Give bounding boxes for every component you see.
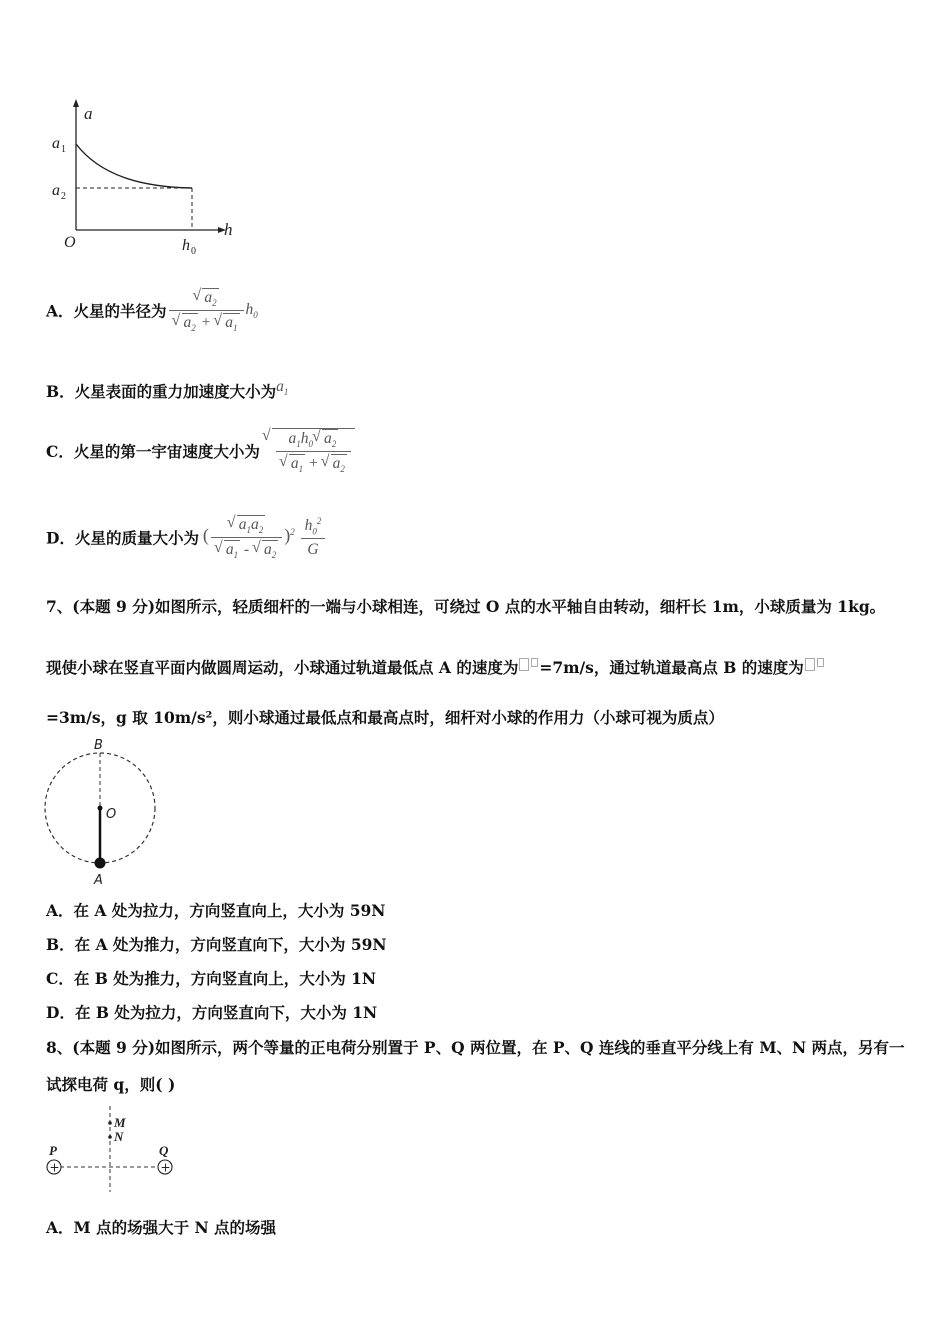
- q7-line-3: =3m/s，g 取 10m/s²，则小球通过最低点和最高点时，细杆对小球的作用力（小球可视为质点）: [46, 708, 724, 727]
- q6-option-c[interactable]: [46, 428, 355, 474]
- charge-p-plus: +: [49, 1160, 60, 1175]
- ball: [95, 858, 106, 869]
- a2-label: a: [52, 182, 60, 199]
- decay-curve: [76, 144, 192, 188]
- a2-sub: 2: [61, 191, 66, 202]
- q7-line-2: 现使小球在竖直平面内做圆周运动，小球通过轨道最低点 A 的速度为 =7m/s，通过轨道最高点 B 的速度为: [46, 658, 825, 678]
- placeholder-glyph: [519, 658, 529, 671]
- placeholder-glyph: [531, 658, 538, 667]
- a-h-graph: [40, 95, 250, 260]
- a1-label: a: [52, 135, 60, 152]
- q8-line-2: 试探电荷 q，则( ): [46, 1075, 176, 1094]
- y-axis-arrow: [73, 99, 79, 107]
- placeholder-glyph: [805, 658, 815, 671]
- q7-option-d[interactable]: D．在 B 处为拉力，方向竖直向下，大小为 1N: [46, 1003, 378, 1022]
- q6-option-a[interactable]: A．火星的半径为 √ $a_2$ √ $a_2$ + √ $a_1$ $h_0$: [46, 288, 258, 333]
- label-b: B: [94, 738, 103, 753]
- h0-label: h: [182, 237, 190, 254]
- q6-option-d[interactable]: [46, 515, 327, 560]
- label-n: N: [114, 1129, 124, 1144]
- label-p: P: [49, 1143, 57, 1158]
- point-m: [108, 1121, 112, 1125]
- point-n: [108, 1135, 112, 1139]
- q7-option-a[interactable]: A．在 A 处为拉力，方向竖直向上，大小为 59N: [46, 901, 386, 920]
- q8-line-1: 8、(本题 9 分)如图所示，两个等量的正电荷分别置于 P、Q 两位置，在 P、Q 连线的垂直平分线上有 M、N 两点，另有一: [46, 1038, 905, 1057]
- label-a: A: [94, 873, 103, 888]
- q6-option-c-label: C．火星的第一宇宙速度大小为: [46, 442, 260, 462]
- x-label: h: [224, 220, 233, 239]
- origin-label: O: [64, 234, 76, 251]
- label-q: Q: [159, 1143, 169, 1158]
- q7-line-1: 7、(本题 9 分)如图所示，轻质细杆的一端与小球相连，可绕过 O 点的水平轴自由转动，细杆长 1m，小球质量为 1kg。: [46, 597, 886, 616]
- a1-sub: 1: [61, 144, 66, 155]
- label-m: M: [114, 1115, 126, 1130]
- q6-option-a-label: A．火星的半径为: [46, 301, 167, 321]
- charges-figure: [40, 1104, 190, 1196]
- label-o: O: [106, 807, 117, 822]
- q6-option-b[interactable]: [46, 378, 288, 402]
- pivot-point: [98, 806, 103, 811]
- charge-q-plus: +: [160, 1160, 171, 1175]
- h0-sub: 0: [191, 246, 196, 257]
- circle-motion-figure: [40, 736, 170, 888]
- q6-option-a-formula: √ $a_2$ √ $a_2$ + √ $a_1$: [169, 288, 244, 333]
- y-label: a: [84, 104, 93, 123]
- q6-option-b-value: $a_1$: [276, 378, 289, 398]
- q8-option-a[interactable]: A．M 点的场强大于 N 点的场强: [46, 1218, 277, 1237]
- q6-option-d-formula: ( √ $a_1a_2$ √ $a_1$ - √ $a_2$ )$^2$ $\frac{h_0^2}{G}$: [199, 528, 327, 545]
- q6-option-d-label: D．火星的质量大小为: [46, 528, 199, 548]
- q7-option-c[interactable]: C．在 B 处为推力，方向竖直向上，大小为 1N: [46, 969, 377, 988]
- q6-option-c-formula: √ $a_1h_0√$ $a_2$ √ $a_1$ + √ $a_2$: [272, 428, 355, 474]
- q7-option-b[interactable]: B．在 A 处为推力，方向竖直向下，大小为 59N: [46, 935, 387, 954]
- q6-option-b-label: B．火星表面的重力加速度大小为: [46, 382, 277, 401]
- placeholder-glyph: [817, 658, 824, 667]
